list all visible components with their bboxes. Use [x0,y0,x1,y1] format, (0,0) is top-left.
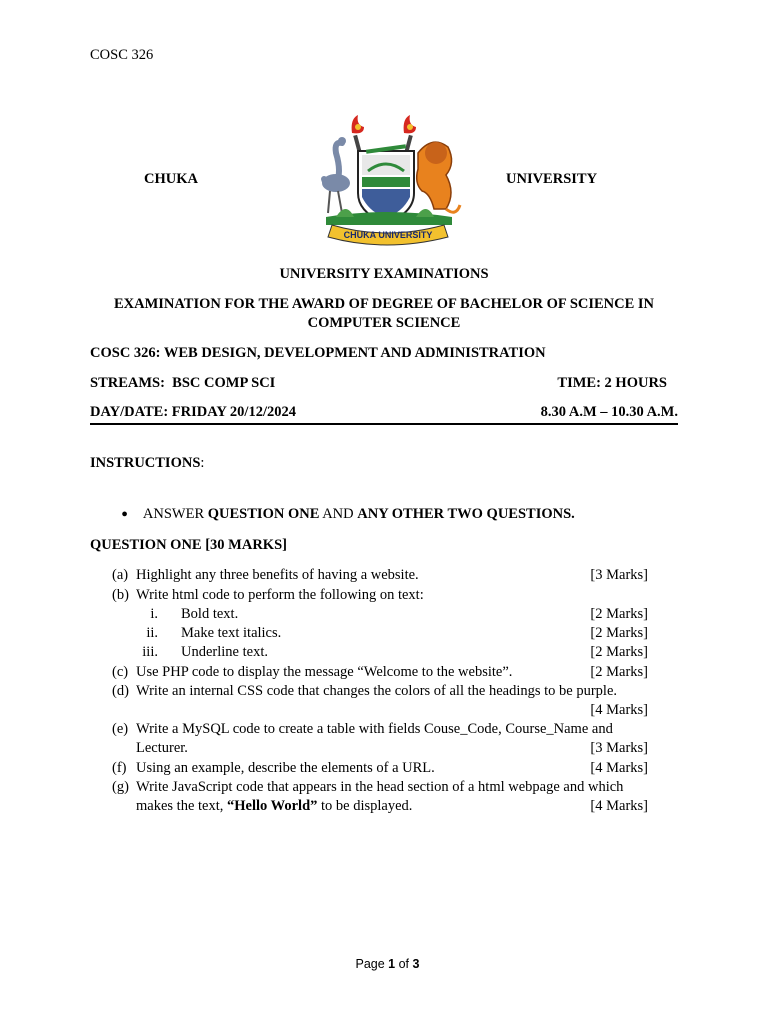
svg-text:CHUKA UNIVERSITY: CHUKA UNIVERSITY [343,230,433,240]
day-date-text: DAY/DATE: FRIDAY 20/12/2024 [90,404,296,420]
question-one-heading: QUESTION ONE [30 MARKS] [90,537,287,553]
university-crest-icon [306,113,468,249]
award-line-2: COMPUTER SCIENCE [307,315,461,331]
time-text: TIME: 2 HOURS [557,375,667,391]
university-logo [306,113,468,249]
date-row [90,404,678,421]
bullet-icon: ● [121,508,128,520]
streams-row [90,375,678,392]
header-course-code: COSC 326 [90,47,154,63]
institution-left-word: CHUKA [144,171,198,187]
page-footer: Page 1 of 3 [355,957,420,971]
time-range-text: 8.30 A.M – 10.30 A.M. [540,404,678,420]
header-divider [90,423,678,425]
streams-text: STREAMS: BSC COMP SCI [90,375,276,391]
course-title: COSC 326: WEB DESIGN, DEVELOPMENT AND ADMINISTRATION [90,345,546,361]
institution-right-word: UNIVERSITY [506,171,598,187]
instructions-item: ● ANSWER QUESTION ONE AND ANY OTHER TWO QUESTIONS. [121,506,575,522]
instructions-heading: INSTRUCTIONS: [90,455,205,471]
award-line-1: EXAMINATION FOR THE AWARD OF DEGREE OF BACHELOR OF SCIENCE IN [113,296,655,312]
exam-title: UNIVERSITY EXAMINATIONS [279,266,489,282]
